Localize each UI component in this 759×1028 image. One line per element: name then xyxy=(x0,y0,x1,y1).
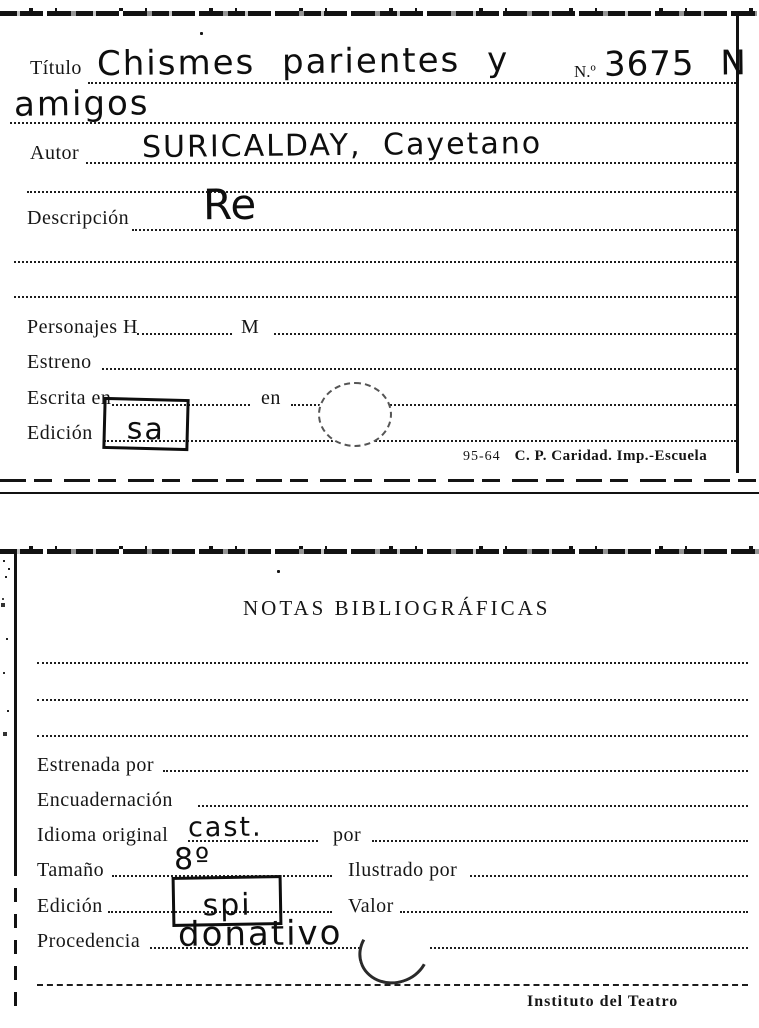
edicion-field-line xyxy=(104,440,736,442)
procedencia-value: donativo xyxy=(177,913,343,955)
edicion-value: sa xyxy=(126,411,166,448)
estrenada-por-line xyxy=(163,770,748,772)
blank-field-line-3 xyxy=(14,296,736,298)
titulo-value-line1: Chismes parientes y xyxy=(96,39,510,85)
printer-imprint xyxy=(463,448,707,465)
ilustrado-por-label: Ilustrado por xyxy=(348,859,458,881)
scan-speck xyxy=(200,32,203,35)
front-card-bottom-rule xyxy=(0,492,759,494)
descripcion-label: Descripción xyxy=(27,207,130,229)
titulo-field-line xyxy=(88,82,736,84)
ilustrado-por-line xyxy=(470,875,748,877)
scan-noise-left-margin xyxy=(3,560,5,562)
personajes-m-label: M xyxy=(241,316,260,338)
valor-label: Valor xyxy=(348,895,394,917)
autor-value: SURICALDAY, Cayetano xyxy=(141,125,543,166)
numero-label: N.º xyxy=(574,62,596,81)
notes-line-3 xyxy=(37,735,748,737)
personajes-h-line xyxy=(137,333,232,335)
edicion-label: Edición xyxy=(27,422,93,444)
edicion-back-value: spi xyxy=(202,887,252,924)
escrita-en-label: Escrita en xyxy=(27,387,112,409)
tamano-value: 8º xyxy=(173,841,212,878)
front-card-torn-top-edge xyxy=(0,11,757,16)
estreno-label: Estreno xyxy=(27,351,92,373)
titulo-value-line2: amigos xyxy=(13,83,150,125)
descripcion-field-line xyxy=(132,229,736,231)
scan-speck xyxy=(277,570,280,573)
notes-line-1 xyxy=(37,662,748,664)
stamp-hole-ghost-back xyxy=(350,910,438,993)
encuadernacion-line xyxy=(198,805,748,807)
edicion-back-label: Edición xyxy=(37,895,103,917)
titulo-label: Título xyxy=(30,57,82,79)
personajes-label: Personajes H xyxy=(27,316,138,338)
instituto-footer: Instituto del Teatro xyxy=(527,993,679,1010)
valor-line xyxy=(400,911,748,913)
numero-value: 3675 N xyxy=(603,43,747,85)
stamp-hole-ghost-front xyxy=(318,382,392,447)
imprint-text: C. P. Caridad. Imp.-Escuela xyxy=(514,448,708,464)
descripcion-value: Re xyxy=(202,179,257,230)
titulo-field-line2 xyxy=(10,122,736,124)
encuadernacion-label: Encuadernación xyxy=(37,789,173,811)
back-card-header: NOTAS BIBLIOGRÁFICAS xyxy=(243,596,551,620)
back-card-torn-top-edge xyxy=(0,549,759,554)
tamano-label: Tamaño xyxy=(37,859,105,881)
blank-field-line-1 xyxy=(27,191,736,193)
autor-field-line xyxy=(86,162,736,164)
blank-field-line-2 xyxy=(14,261,736,263)
idioma-original-label: Idioma original xyxy=(37,824,169,846)
back-card-left-border-dashed xyxy=(14,862,17,1012)
back-card-bottom-rule xyxy=(37,984,748,986)
procedencia-line xyxy=(150,947,748,949)
por-line xyxy=(372,840,748,842)
estreno-field-line xyxy=(102,368,736,370)
autor-label: Autor xyxy=(30,142,80,164)
por-label: por xyxy=(333,824,362,846)
en-label: en xyxy=(261,387,281,409)
back-card-left-border xyxy=(14,552,17,862)
idioma-original-value: cast. xyxy=(187,811,263,844)
notes-line-2 xyxy=(37,699,748,701)
imprint-number: 95-64 xyxy=(463,449,501,464)
personajes-m-line xyxy=(274,333,736,335)
estrenada-por-label: Estrenada por xyxy=(37,754,155,776)
front-card-bottom-dashed-edge xyxy=(0,479,756,482)
procedencia-label: Procedencia xyxy=(37,930,141,952)
edicion-handwritten-box xyxy=(102,397,189,451)
